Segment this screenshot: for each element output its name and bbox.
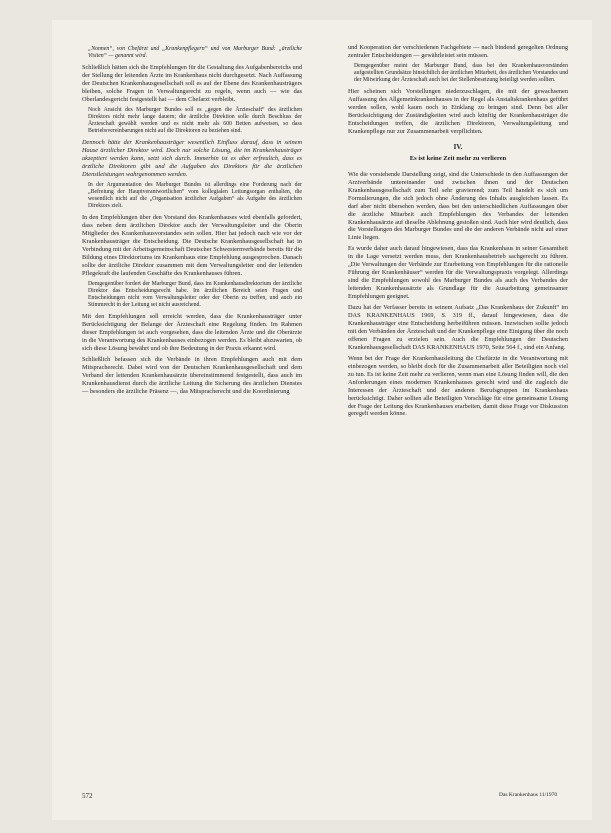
indented-note: In der Argumentation des Marburger Bundes ist allerdings eine Forderung nach der „Befreiung der Hauptverantwortlichen“ vom kollegialen Leitungsorgan enthalten, die wesentlich nicht auf die „Organisation ärztlicher Aufgaben“ als Aufgabe des ärztlichen Direktors zielt. [88,182,302,210]
paragraph: Wenn bei der Frage der Krankenhausleitung die Chefärzte in die Verantwortung mit einbezogen werden, so bleibt doch für die Zusammenarbeit aller Beteiligten noch viel zu tun. Es ist keine Zeit mehr zu verlieren, wenn man eine Lösung finden will, die den Anforderungen eines modernen Krankenhauses gerecht wird und die zugleich die Interessen der Ärzteschaft und der anderen Berufsgruppen im Krankenhaus berücksichtigt. Daher sollten alle Beteiligten Vorschläge für eine gemeinsame Lösung der Frage der Leitung des Krankenhauses erarbeiten, damit diese Frage vor Diskussion geregelt werden könne. [348,354,568,418]
document-page [52,20,592,820]
paragraph: Wie die vorstehende Darstellung zeigt, sind die Unterschiede in den Auffassungen der Arztverbände untereinander und zwischen ihnen und der Deutschen Krankenhausgesellschaft zum Teil sehr gravierend; zum Teil handelt es sich um Formulierungen, die sich jedoch ohne Änderung des Inhalts ausgleichen lassen. Es darf aber nicht übersehen werden, dass bei den unterschiedlichen Auffassungen über die ärztliche Mitarbeit auch Empfehlungen des Verbandes der leitenden Krankenhausärzte auf dieselbe Ablehnung gestoßen sind. Auch hier wird deutlich, dass die Vorstellungen des Marburger Bundes und die der anderen Verbände nicht auf einer Linie liegen. [348,170,568,242]
paragraph: Schließlich befassen sich die Verbände in ihren Empfehlungen auch mit dem Mitspracherecht. Dabei wird von der Deutschen Krankenhausgesellschaft und dem Verband der leitenden Krankenhausärzte übereinstimmend festgestellt, dass auch im Krankenhausdienst durch die ärztliche Leitung die Sicherung des ärztlichen Dienstes — besonders die ärztliche Präsenz —, das Mitspracherecht und die Koordinierung [82,356,302,396]
indented-note: Demgegenüber fordert der Marburger Bund, dass im Krankenhausdirektorium der ärztliche Direktor das Entscheidungsrecht habe. Im ärztlichen Bereich seien Fragen und Entscheidungen nicht vom Verwaltungsleiter oder der Oberin zu treffen, und auch ein Stimmrecht in der Leitung sei nicht ausreichend. [88,281,302,309]
paragraph: Dazu hat der Verfasser bereits in seinem Aufsatz „Das Krankenhaus der Zukunft“ im DAS KRANKENHAUS 1969, S. 319 ff., darauf hingewiesen, dass die Krankenhausträger eine Entscheidung herbeiführen müssen. Inzwischen sollte jedoch mit den Verbänden der Ärzteschaft und der Krankenpflege eine Einigung über die noch offenen Fragen zu erzielen sein. Auch die Empfehlungen der Deutschen Krankenhausgesellschaft DAS KRANKENHAUS 1970, Seite 564 f., sind ein Anfang. [348,304,568,351]
paragraph: Es wurde daher auch darauf hingewiesen, dass das Krankenhaus in seiner Gesamtheit in die Lage versetzt werden muss, den Krankenhausbetrieb sachgerecht zu führen. „Die Verwaltungen der Verbände zur Erarbeitung von Empfehlungen für die rationelle Führung der Krankenhäuser“ werden für die Verwaltungspraxis vorgelegt. Allerdings sind die Empfehlungen sowohl des Marburger Bundes als auch des Verbandes der leitenden Krankenhausärzte als Grundlage für die Ausarbeitung gemeinsamer Empfehlungen geeignet. [348,245,568,301]
page-number: 572 [82,792,93,800]
indented-note: Demgegenüber meint der Marburger Bund, dass bei den Krankenhausvorständen aufgestellten Grundsätze hinsichtlich der ärztlichen Mitarbeit, des ärztlichen Vorstandes und der Mitwirkung der Ärzteschaft auch bei der Stellenbesetzung beteiligt werden sollten. [354,62,568,84]
section-number: IV. [453,142,463,151]
section-heading: Es ist keine Zeit mehr zu verlieren [409,154,507,162]
paragraph: Mit den Empfehlungen soll erreicht werden, dass die Krankenhausträger unter Berücksichtigung der Belange der Ärzteschaft eine Regelung finden. Im Rahmen dieser Empfehlungen ist auch vorgesehen, dass die leitenden Ärzte und die Oberärzte in die Verantwortung des Krankenhauses einbezogen werden. Es bleibt abzuwarten, ob sich diese Lösung bewährt und ob ihre Bedeutung in der Praxis erkannt wird. [82,313,302,353]
paragraph: Hier scheinen sich Vorstellungen niederzuschlagen, die mit der gewachsenen Auffassung des Allgemeinkrankenhauses in der Regel als Anstaltskrankenhaus geführt werden sollen, wohl kaum noch in Einklang zu bringen sind. Denn bei aller Berücksichtigung der Zuständigkeiten wird auch künftig der Krankenhausträger die Entscheidungen treffen, die ärztlichen Direktoren, Verwaltungsleitung und Krankenpflege nur zur Zusammenarbeit verpflichten. [348,88,568,135]
text-column-left [82,44,302,399]
indented-note: Noch Ansicht des Marburger Bundes soll es „gegen die Ärzteschaft“ des ärztlichen Direktors nicht mehr lange dauern; die ärztliche Direktion solle durch Beschluss der Ärzteschaft gewählt werden und es nicht mehr als 600 Betten aufweisen, so dass Betriebsvereinbarungen nicht auf die Direktoren zu beziehen sind. [88,106,302,135]
text-column-right [348,44,568,421]
paragraph: Schließlich hätten sich die Empfehlungen für die Gestaltung des Aufgabenbereichs und der Stellung der leitenden Ärzte im Krankenhaus nicht durchgesetzt. Nach Auffassung der Deutschen Krankenhausgesellschaft soll es auf der Ebene des Krankenhausträgers bleiben, solche Fragen in Verwaltungsrecht zu regeln, wenn auch — wie das Oberlandesgericht festgestellt hat — dem Chefarzt verbleibt. [82,64,302,103]
paragraph: In den Empfehlungen über den Vorstand des Krankenhauses wird ebenfalls gefordert, dass neben dem ärztlichen Direktor auch der Verwaltungsleiter und die Oberin Mitglieder des Krankenhausvorstandes sein sollen. Hier hat jedoch nach wie vor der Krankenhausträger die Entscheidung. Die Deutsche Krankenhausgesellschaft hat in Verbindung mit der Arbeitsgemeinschaft Deutscher Schwesternverbände bereits für die Bildung eines Direktoriums im Krankenhaus eine Empfehlung ausgesprochen. Danach sollte der ärztliche Direktor zusammen mit dem Verwaltungsleiter und der leitenden Pflegekraft die laufenden Geschäfte des Krankenhauses führen. [82,214,302,278]
indented-note: „Nonnen“, von Chefärzt und „Krankenpflegern“ und von Marburger Bund: „ärztliche Visiten“ — genannt wird. [88,46,302,60]
paragraph: und Kooperation der verschiedenen Fachgebiete — nach bindend geregelten Ordnung zentraler Entscheidungen — gewährleistet sein müssen. [348,44,568,59]
paragraph: Dennoch hätte der Krankenhausträger wesentlich Einfluss darauf, dass in seinem Hause ärztlicher Direktor wird. Doch nur solche Lösung, die im Krankenhausträger akzeptiert werden kann, setzt sich durch. Immerhin ist es aber erfreulich, dass es ärztliche Direktoren gibt und die Aufgaben des Direktors für die ärztlichen Dienstleistungen wahrgenommen werden. [82,139,302,179]
journal-citation: Das Krankenhaus 11/1970 [499,792,558,798]
